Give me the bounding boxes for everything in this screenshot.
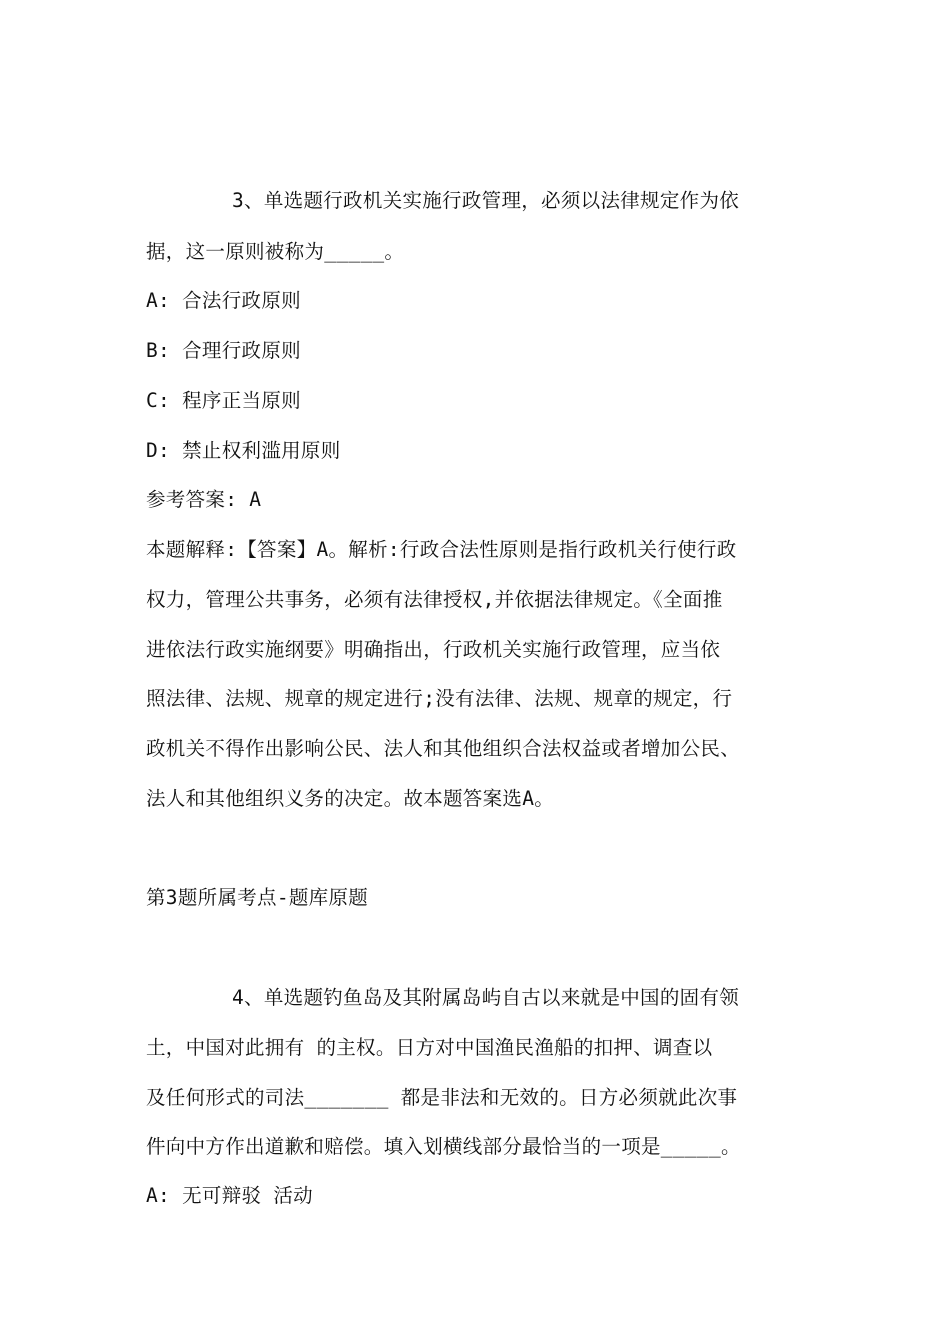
q3-explanation-line-1: 本题解释:【答案】A。解析:行政合法性原则是指行政机关行使行政 xyxy=(146,538,737,561)
q4-stem-line-3: 及任何形式的司法_______ 都是非法和无效的。日方必须就此次事 xyxy=(146,1086,738,1109)
q4-stem-line-4: 件向中方作出道歉和赔偿。填入划横线部分最恰当的一项是_____。 xyxy=(146,1135,741,1158)
q3-explanation-line-2: 权力，管理公共事务，必须有法律授权,并依据法律规定。《全面推 xyxy=(146,588,723,611)
q3-explanation-line-4: 照法律、法规、规章的规定进行;没有法律、法规、规章的规定，行 xyxy=(146,687,733,710)
q3-topic: 第3题所属考点-题库原题 xyxy=(146,886,369,909)
q3-explanation-line-6: 法人和其他组织义务的决定。故本题答案选A。 xyxy=(146,787,555,810)
q3-answer: 参考答案: A xyxy=(146,488,262,511)
q4-option-a: A: 无可辩驳 活动 xyxy=(146,1184,313,1207)
q3-option-d: D: 禁止权利滥用原则 xyxy=(146,439,341,462)
q3-explanation-line-3: 进依法行政实施纲要》明确指出，行政机关实施行政管理，应当依 xyxy=(146,638,721,661)
q3-stem-line-1: 3、单选题行政机关实施行政管理，必须以法律规定作为依 xyxy=(232,189,740,212)
q3-explanation-line-5: 政机关不得作出影响公民、法人和其他组织合法权益或者增加公民、 xyxy=(146,737,741,760)
q4-stem-line-2: 土，中国对此拥有 的主权。日方对中国渔民渔船的扣押、调查以 xyxy=(146,1036,713,1059)
q3-stem-line-2: 据，这一原则被称为_____。 xyxy=(146,240,405,263)
q3-option-a: A: 合法行政原则 xyxy=(146,289,301,312)
q3-option-b: B: 合理行政原则 xyxy=(146,339,301,362)
q4-stem-line-1: 4、单选题钓鱼岛及其附属岛屿自古以来就是中国的固有领 xyxy=(232,986,740,1009)
q3-option-c: C: 程序正当原则 xyxy=(146,389,301,412)
